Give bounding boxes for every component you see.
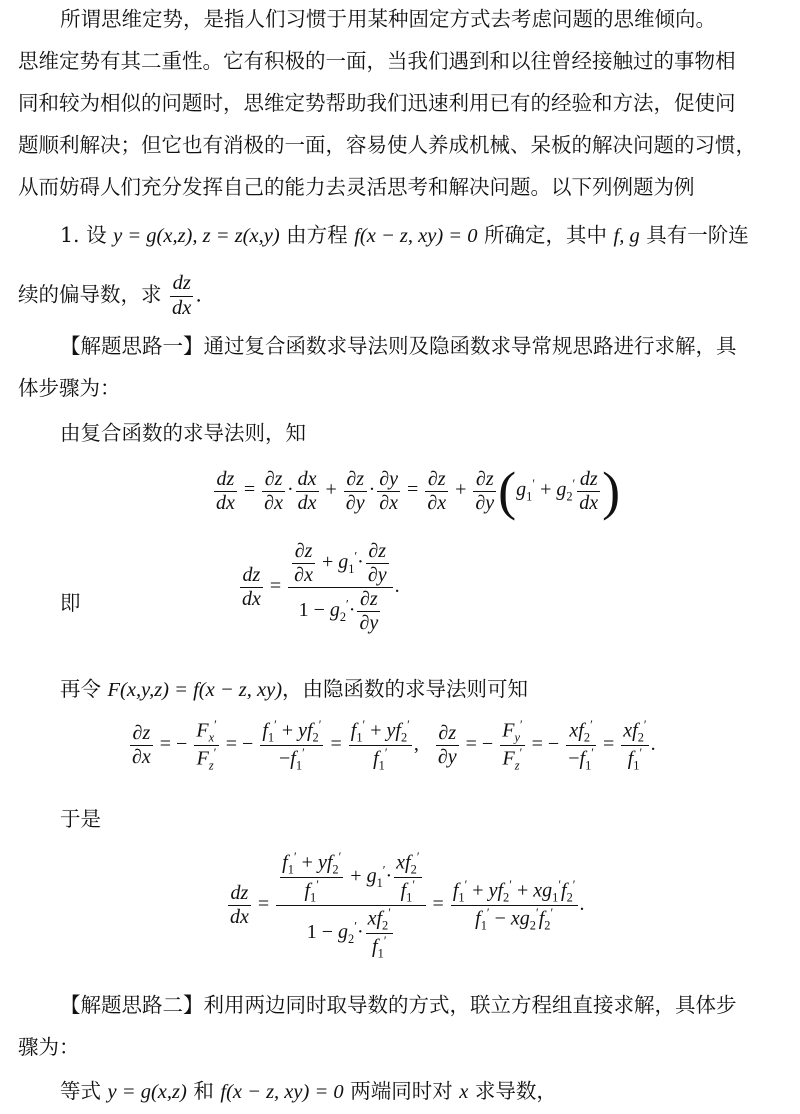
step2-prefix: 再令 (60, 677, 108, 701)
intro-line-2: 思维定势有其二重性。它有积极的一面，当我们遇到和以往曾经接触过的事物相 (18, 49, 736, 73)
problem-line-2: 续的偏导数，求 $\frac{dz}{dx}$ . (18, 272, 202, 319)
method2-line-1 (60, 992, 737, 1019)
problem-fg: f, g (613, 225, 640, 247)
last-mid: 和 (186, 1079, 221, 1103)
last-suffix: 求导数， (468, 1079, 557, 1103)
formula-chain-rule: $\frac{dz}{dx}$ = $\frac{\partial z}{\partial x}$ · $\frac{dx}{dx}$ + $\frac{\partial z}{\partial y}$ · $\frac{\partial y}{\partial x}$ = $\frac{\partial z}{\partial x}$ + $\frac{\partial z}{\partial y}$ ($g_1' + g_2'$ $\frac{dz}{dx}$ ) (216, 461, 621, 521)
method1-step2 (60, 676, 528, 704)
problem-prefix: 1. 设 (60, 223, 114, 247)
fraction-numerator: dz (172, 272, 191, 294)
method1-line-1 (60, 333, 737, 360)
fraction-denominator: dx (172, 296, 192, 319)
problem-mid: 由方程 (279, 223, 355, 247)
last-eq1: y = g(x,z) (107, 1081, 187, 1103)
yushi-label: 于是 (60, 807, 101, 831)
method1-text1: 通过复合函数求导法则及隐函数求导常规思路进行求解，具 (203, 334, 737, 358)
problem-line-1 (60, 222, 749, 250)
problem-suffix: 所确定，其中 (477, 223, 614, 247)
intro-line-3: 同和较为相似的问题时，思维定势帮助我们迅速利用已有的经验和方法，促使问 (18, 91, 736, 115)
formula-final: $\frac{dz}{dx}$ = $\frac{f_1' + yf_2'}{f_1'}$ + $g_1'\cdot$ $\frac{xf_2'}{f_1'}$ $1 - g_2'\cdot$ $\frac{xf_2'}{f_1'}$ = $\frac{f_1' + yf_2' + xg_1'f_2'}{f_1' - xg_2'f_2'}$ . (230, 850, 585, 961)
last-prefix: 等式 (60, 1079, 108, 1103)
last-mid2: 两端同时对 (343, 1079, 460, 1103)
last-x: x (459, 1081, 469, 1103)
ji-label: 即 (60, 591, 81, 615)
problem-eq1: y = g(x,z), z = z(x,y) (113, 225, 280, 247)
method2-text1: 利用两边同时取导数的方式，联立方程组直接求解，具体步 (203, 993, 737, 1017)
method1-text2: 体步骤为： (18, 376, 121, 400)
intro-line-4: 题顺利解决；但它也有消极的一面，容易使人养成机械、呆板的解决问题的习惯， (18, 133, 756, 157)
problem-eq2: f(x − z, xy) = 0 (354, 225, 478, 247)
formula-dz-dx-1: $\frac{dz}{dx}$ = $\frac{\partial z}{\partial x}$ + $g_1'\cdot$ $\frac{\partial z}{\partial y}$ $1 - g_2'\cdot$ $\frac{\partial z}{\partial y}$ . (242, 540, 400, 634)
step2-eq: F(x,y,z) = f(x − z, xy) (107, 679, 283, 701)
step2-suffix: ，由隐函数的求导法则可知 (282, 677, 529, 701)
intro-line-5: 从而妨碍人们充分发挥自己的能力去灵活思考和解决问题。以下列例题为例 (18, 175, 695, 199)
last-eq2: f(x − z, xy) = 0 (220, 1081, 344, 1103)
method1-heading: 【解题思路一】 (60, 334, 204, 358)
problem-suffix2: 具有一阶连 (639, 223, 749, 247)
method1-step1: 由复合函数的求导法则，知 (60, 421, 306, 445)
formula-implicit-partials: $\frac{\partial z}{\partial x}$ = − $\frac{F_x'}{F_z'}$ = − $\frac{f_1' + yf_2'}{-f_1'}$ = $\frac{f_1' + yf_2'}{f_1'}$ , $\frac{\partial z}{\partial y}$ = − $\frac{F_y'}{F_z'}$ = − $\frac{xf_2'}{-f_1'}$ = $\frac{xf_2'}{f_1'}$ . (132, 718, 656, 773)
intro-line-1: 所谓思维定势，是指人们习惯于用某种固定方式去考虑问题的思维倾向。 (60, 7, 716, 31)
method2-text2: 骤为： (18, 1035, 80, 1059)
problem-line2-prefix: 续的偏导数，求 (18, 282, 169, 307)
dz-dx-fraction (170, 272, 193, 320)
method2-heading: 【解题思路二】 (60, 993, 204, 1017)
method2-last-line (60, 1078, 557, 1106)
